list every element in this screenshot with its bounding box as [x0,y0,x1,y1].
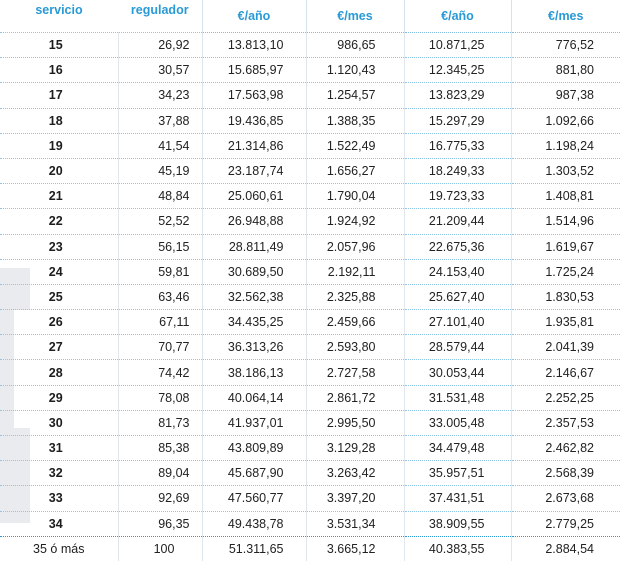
header-mes-2: €/mes [511,0,620,33]
regulador-cell: 48,84 [118,184,202,209]
anual-2-cell: 27.101,40 [404,310,511,335]
table-row [0,410,620,435]
mes-2-cell: 2.146,67 [511,360,620,385]
regulador-cell: 74,42 [118,360,202,385]
mes-1-cell: 1.790,04 [306,184,404,209]
years-cell: 21 [0,184,118,209]
mes-2-cell: 1.198,24 [511,133,620,158]
anual-2-cell: 22.675,36 [404,234,511,259]
mes-1-cell: 1.254,57 [306,83,404,108]
years-cell: 30 [0,410,118,435]
anual-1-cell: 32.562,38 [202,284,306,309]
table-row [0,184,620,209]
years-cell: 15 [0,33,118,58]
table-row [0,58,620,83]
anual-2-cell: 24.153,40 [404,259,511,284]
mes-1-cell: 3.263,42 [306,461,404,486]
table-row [0,33,620,58]
anual-1-cell: 26.948,88 [202,209,306,234]
years-cell: 24 [0,259,118,284]
years-cell: 19 [0,133,118,158]
mes-1-cell: 2.593,80 [306,335,404,360]
anual-2-cell: 25.627,40 [404,284,511,309]
mes-2-cell: 1.303,52 [511,158,620,183]
regulador-cell: 52,52 [118,209,202,234]
mes-1-cell: 3.397,20 [306,486,404,511]
years-cell: 31 [0,436,118,461]
anual-2-cell: 37.431,51 [404,486,511,511]
anual-2-cell: 15.297,29 [404,108,511,133]
regulador-cell: 63,46 [118,284,202,309]
anual-2-cell: 35.957,51 [404,461,511,486]
regulador-cell: 100 [118,536,202,561]
anual-1-cell: 41.937,01 [202,410,306,435]
regulador-cell: 81,73 [118,410,202,435]
years-cell: 23 [0,234,118,259]
table-row [0,133,620,158]
regulador-cell: 34,23 [118,83,202,108]
table-row [0,259,620,284]
mes-1-cell: 3.129,28 [306,436,404,461]
anual-1-cell: 28.811,49 [202,234,306,259]
table-row [0,486,620,511]
mes-1-cell: 3.531,34 [306,511,404,536]
mes-2-cell: 1.725,24 [511,259,620,284]
mes-1-cell: 1.924,92 [306,209,404,234]
anual-1-cell: 30.689,50 [202,259,306,284]
mes-1-cell: 2.057,96 [306,234,404,259]
anual-2-cell: 30.053,44 [404,360,511,385]
mes-2-cell: 2.884,54 [511,536,620,561]
mes-1-cell: 1.522,49 [306,133,404,158]
anual-1-cell: 19.436,85 [202,108,306,133]
anual-2-cell: 33.005,48 [404,410,511,435]
anual-2-cell: 19.723,33 [404,184,511,209]
regulador-cell: 26,92 [118,33,202,58]
anual-2-cell: 31.531,48 [404,385,511,410]
anual-1-cell: 38.186,13 [202,360,306,385]
mes-1-cell: 986,65 [306,33,404,58]
years-cell: 25 [0,284,118,309]
mes-2-cell: 1.092,66 [511,108,620,133]
years-cell: 22 [0,209,118,234]
mes-1-cell: 1.656,27 [306,158,404,183]
anual-1-cell: 13.813,10 [202,33,306,58]
table-row [0,310,620,335]
table-row [0,108,620,133]
anual-1-cell: 17.563,98 [202,83,306,108]
anual-2-cell: 10.871,25 [404,33,511,58]
regulador-cell: 30,57 [118,58,202,83]
years-cell: 18 [0,108,118,133]
years-cell: 33 [0,486,118,511]
mes-2-cell: 1.619,67 [511,234,620,259]
anual-1-cell: 40.064,14 [202,385,306,410]
years-cell: 20 [0,158,118,183]
anual-1-cell: 45.687,90 [202,461,306,486]
anual-1-cell: 23.187,74 [202,158,306,183]
header-anual-2: €/año [404,0,511,33]
table-row [0,461,620,486]
mes-1-cell: 3.665,12 [306,536,404,561]
anual-1-cell: 34.435,25 [202,310,306,335]
mes-2-cell: 987,38 [511,83,620,108]
anual-2-cell: 16.775,33 [404,133,511,158]
table-row [0,284,620,309]
mes-2-cell: 881,80 [511,58,620,83]
table-row [0,385,620,410]
mes-2-cell: 2.357,53 [511,410,620,435]
anual-1-cell: 47.560,77 [202,486,306,511]
anual-1-cell: 21.314,86 [202,133,306,158]
anual-2-cell: 38.909,55 [404,511,511,536]
mes-1-cell: 2.325,88 [306,284,404,309]
table-row [0,360,620,385]
anual-1-cell: 15.685,97 [202,58,306,83]
years-cell: 27 [0,335,118,360]
table-row [0,436,620,461]
anual-2-cell: 12.345,25 [404,58,511,83]
years-cell: 35 ó más [0,536,118,561]
mes-2-cell: 2.252,25 [511,385,620,410]
mes-1-cell: 2.727,58 [306,360,404,385]
years-cell: 17 [0,83,118,108]
regulador-cell: 78,08 [118,385,202,410]
regulador-cell: 56,15 [118,234,202,259]
mes-2-cell: 1.514,96 [511,209,620,234]
anual-2-cell: 34.479,48 [404,436,511,461]
table-body [0,33,620,561]
mes-1-cell: 2.861,72 [306,385,404,410]
mes-2-cell: 1.830,53 [511,284,620,309]
anual-2-cell: 28.579,44 [404,335,511,360]
table-row [0,234,620,259]
table-header-row [0,0,620,33]
anual-2-cell: 40.383,55 [404,536,511,561]
table-row [0,83,620,108]
years-cell: 32 [0,461,118,486]
mes-1-cell: 2.192,11 [306,259,404,284]
years-cell: 29 [0,385,118,410]
regulador-cell: 67,11 [118,310,202,335]
table-row [0,158,620,183]
mes-2-cell: 2.568,39 [511,461,620,486]
mes-1-cell: 1.388,35 [306,108,404,133]
header-servicio: servicio [35,3,83,17]
mes-2-cell: 2.041,39 [511,335,620,360]
mes-2-cell: 2.673,68 [511,486,620,511]
regulador-cell: 45,19 [118,158,202,183]
years-cell: 34 [0,511,118,536]
mes-1-cell: 1.120,43 [306,58,404,83]
mes-2-cell: 1.935,81 [511,310,620,335]
header-mes-1: €/mes [306,0,404,33]
years-cell: 16 [0,58,118,83]
header-regulador: regulador [130,3,189,17]
anual-1-cell: 43.809,89 [202,436,306,461]
table-row [0,536,620,561]
anual-1-cell: 51.311,65 [202,536,306,561]
years-cell: 26 [0,310,118,335]
anual-1-cell: 36.313,26 [202,335,306,360]
regulador-cell: 37,88 [118,108,202,133]
table-row [0,335,620,360]
regulador-cell: 89,04 [118,461,202,486]
mes-2-cell: 1.408,81 [511,184,620,209]
anual-2-cell: 13.823,29 [404,83,511,108]
header-anual-1: €/año [202,0,306,33]
anual-1-cell: 25.060,61 [202,184,306,209]
anual-2-cell: 18.249,33 [404,158,511,183]
years-cell: 28 [0,360,118,385]
mes-1-cell: 2.459,66 [306,310,404,335]
anual-1-cell: 49.438,78 [202,511,306,536]
regulador-cell: 59,81 [118,259,202,284]
regulador-cell: 92,69 [118,486,202,511]
regulador-cell: 85,38 [118,436,202,461]
mes-2-cell: 2.462,82 [511,436,620,461]
mes-1-cell: 2.995,50 [306,410,404,435]
table-row [0,511,620,536]
anual-2-cell: 21.209,44 [404,209,511,234]
regulador-cell: 41,54 [118,133,202,158]
table-row [0,209,620,234]
mes-2-cell: 2.779,25 [511,511,620,536]
mes-2-cell: 776,52 [511,33,620,58]
regulador-cell: 70,77 [118,335,202,360]
regulador-cell: 96,35 [118,511,202,536]
